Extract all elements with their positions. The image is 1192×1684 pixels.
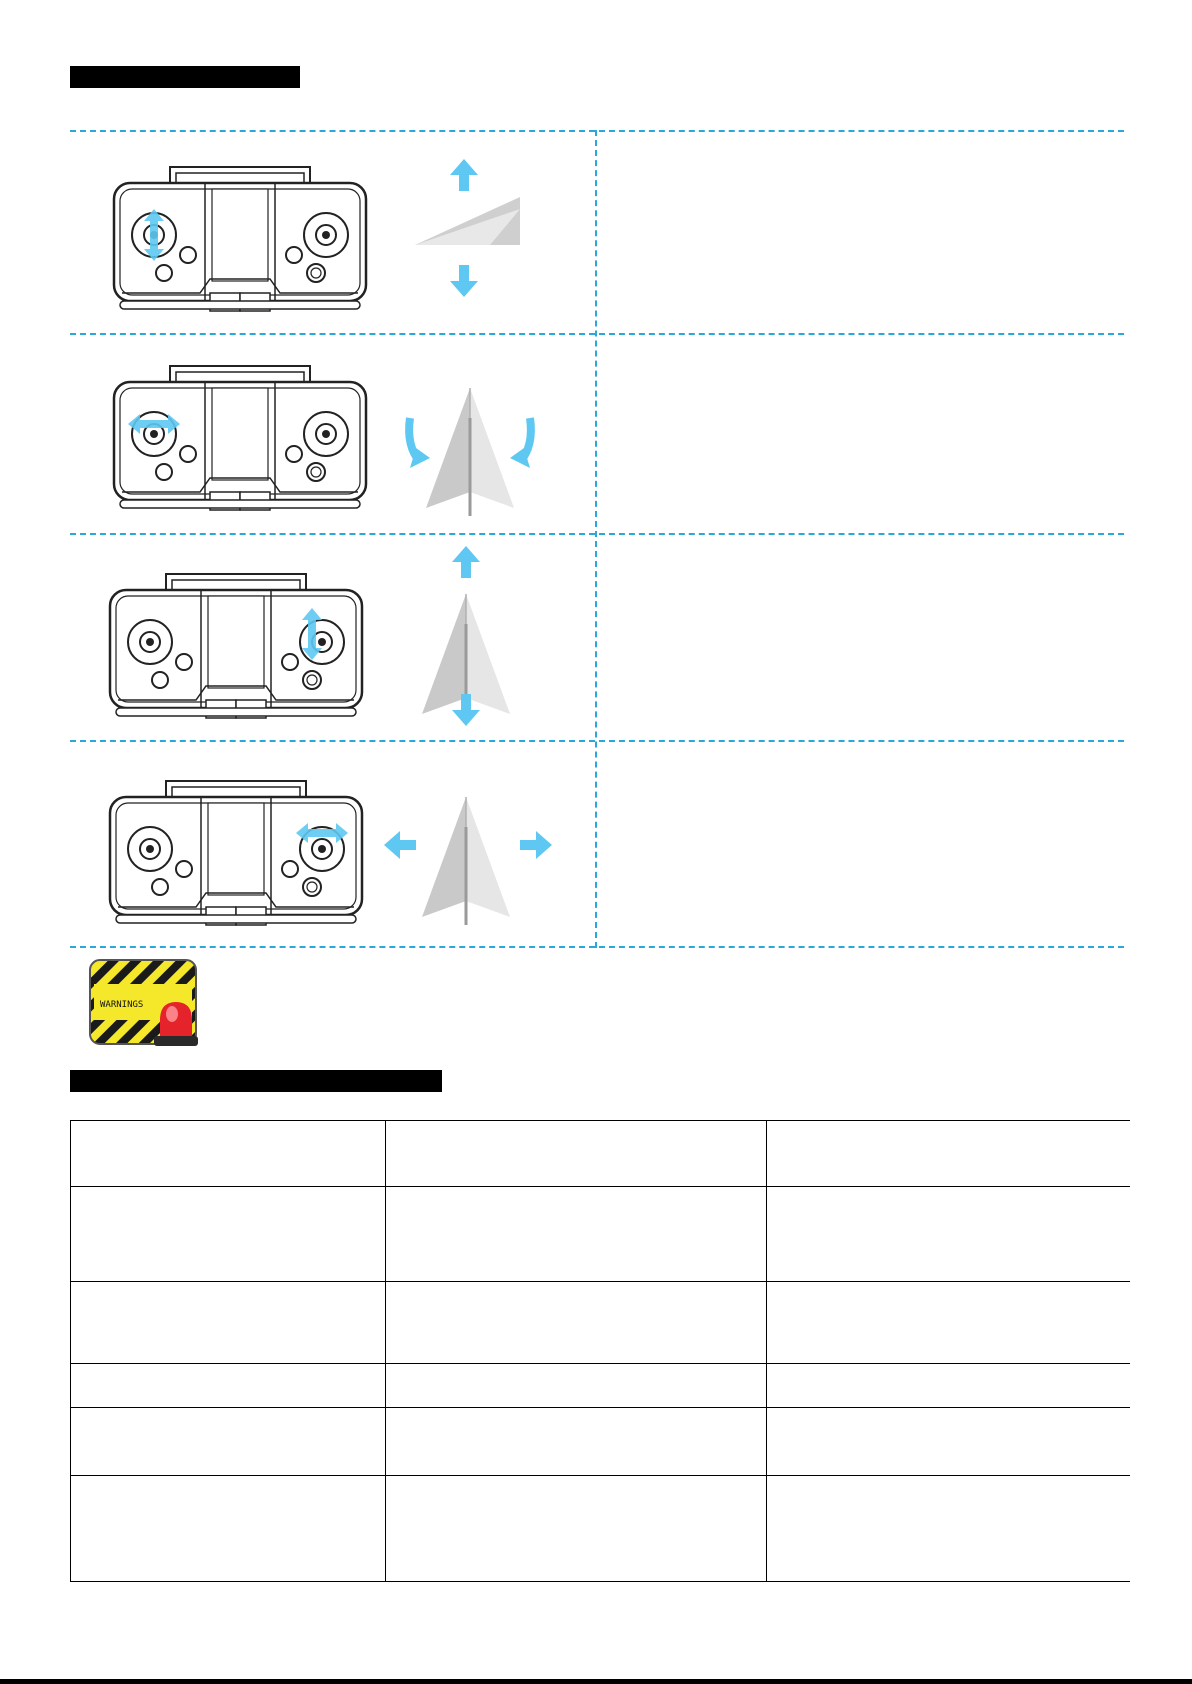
- table-cell-cause: [386, 1476, 767, 1582]
- table-cell-problem: [71, 1408, 386, 1476]
- table-row: [71, 1282, 1131, 1364]
- section-1-title-bar: [70, 66, 300, 88]
- section-2-title-bar: [70, 1070, 442, 1092]
- control-row-rotate: [70, 338, 595, 538]
- table-cell-solution: [767, 1282, 1131, 1364]
- table-cell-solution: [767, 1408, 1131, 1476]
- table-cell-problem: [71, 1476, 386, 1582]
- control-row-left-right-text: [598, 750, 1124, 950]
- table-cell-solution: [767, 1121, 1131, 1187]
- table-cell-problem: [71, 1282, 386, 1364]
- control-row-up-down-text: [598, 140, 1124, 340]
- table-cell-cause: [386, 1121, 767, 1187]
- troubleshooting-table: [70, 1120, 1130, 1582]
- guide-line-top: [70, 130, 1124, 132]
- table-cell-cause: [386, 1282, 767, 1364]
- table-cell-problem: [71, 1121, 386, 1187]
- table-cell-cause: [386, 1364, 767, 1408]
- control-row-rotate-text: [598, 340, 1124, 540]
- table-row: [71, 1408, 1131, 1476]
- table-row: [71, 1187, 1131, 1282]
- controller-illustration-rotate: [70, 338, 595, 533]
- table-cell-cause: [386, 1408, 767, 1476]
- table-row: [71, 1476, 1131, 1582]
- control-row-up-down: [70, 135, 595, 335]
- warning-badge-label: WARNINGS: [100, 1000, 144, 1010]
- control-row-forward-backward-text: [598, 540, 1124, 740]
- guide-line-3: [70, 740, 1124, 742]
- table-cell-solution: [767, 1187, 1131, 1282]
- table-cell-solution: [767, 1364, 1131, 1408]
- controller-illustration-forward-backward: [70, 538, 595, 738]
- controller-illustration-left-right: [70, 745, 595, 945]
- table-row: [71, 1121, 1131, 1187]
- table-cell-problem: [71, 1187, 386, 1282]
- guide-line-divider: [595, 130, 597, 948]
- controller-illustration-up-down: [70, 135, 595, 330]
- table-cell-cause: [386, 1187, 767, 1282]
- control-row-forward-backward: [70, 538, 595, 738]
- warning-badge: [88, 958, 204, 1050]
- page-bottom-rule: [0, 1679, 1192, 1684]
- control-row-left-right: [70, 745, 595, 945]
- table-cell-solution: [767, 1476, 1131, 1582]
- table-row: [71, 1364, 1131, 1408]
- table-cell-problem: [71, 1364, 386, 1408]
